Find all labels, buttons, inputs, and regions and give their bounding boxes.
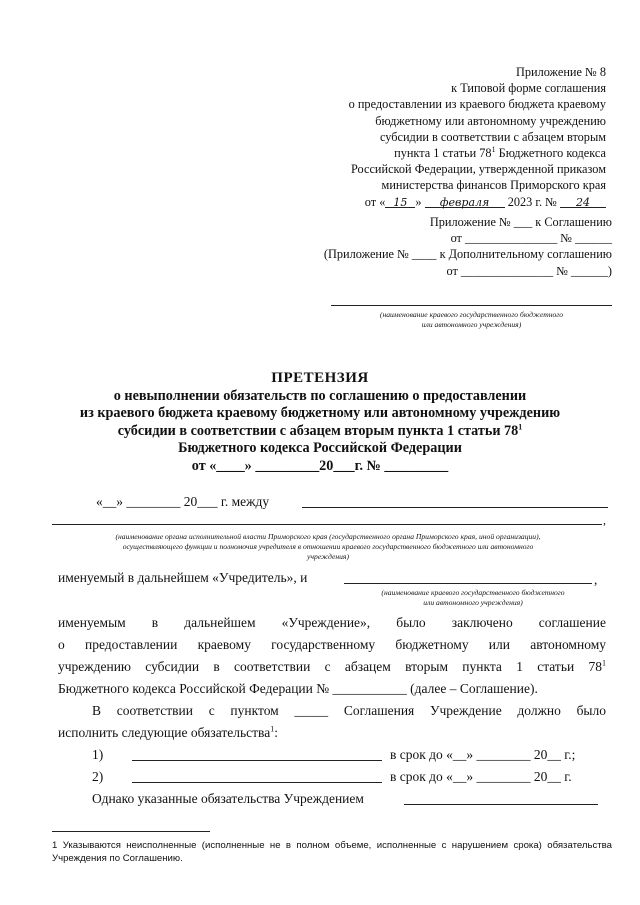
title-line: из краевого бюджета краевому бюджетному или автономному учреждению xyxy=(79,405,561,422)
paragraph-line xyxy=(58,615,606,631)
date-line xyxy=(96,494,269,510)
paragraph-text: исполнить следующие обязательства xyxy=(58,725,271,740)
signature-line xyxy=(331,305,612,306)
appendix-line: министерства финансов Приморского края xyxy=(381,178,606,193)
word: соглашение xyxy=(538,615,606,630)
appendix-header xyxy=(286,64,606,210)
agreement-ref-line: Приложение № ___ к Соглашению xyxy=(429,215,612,229)
paragraph-line: Бюджетного кодекса Российской Федерации № ___________ (далее – Соглашение). xyxy=(58,681,538,696)
comma: , xyxy=(594,572,598,587)
obligation-term: в срок до «__» ________ 20__ г.; xyxy=(390,747,576,762)
word: в xyxy=(151,615,159,630)
footnote: 1 Указываются неисполненные (исполненные не в полном объеме, исполненные с нарушением срока) обязательства Учреждения по Соглашению. xyxy=(52,840,612,864)
caption-line: (наименование краевого государственного бюджетного xyxy=(381,588,565,597)
claim-title xyxy=(40,370,600,476)
appendix-line: Приложение № 8 xyxy=(515,65,606,79)
agreement-reference xyxy=(272,214,612,279)
appendix-line: Российской Федерации, утвержденной приказом xyxy=(351,162,606,177)
agreement-ref-line: (Приложение № ____ к Дополнительному соглашению xyxy=(323,247,612,262)
title-line: о невыполнении обязательств по соглашению о предоставлении xyxy=(113,387,527,404)
appendix-line: о предоставлении из краевого бюджета краевому xyxy=(348,97,606,112)
paragraph-text: : xyxy=(274,725,278,740)
blank-line xyxy=(344,571,592,584)
founder-caption xyxy=(48,532,608,562)
title-text: субсидии в соответствии с абзацем вторым пункта 1 статьи 78 xyxy=(117,422,519,439)
date-year: 2023 г. № xyxy=(507,194,557,209)
superscript: 1 xyxy=(270,724,275,734)
comma: , xyxy=(603,513,606,527)
institution-caption xyxy=(348,588,598,608)
agreement-ref-line: от _______________ № ______ xyxy=(450,231,612,246)
caption-line: или автономного учреждения) xyxy=(421,320,522,329)
handwritten-month: февраля xyxy=(425,195,505,208)
agreement-ref-line: от _______________ № ______) xyxy=(446,263,612,278)
superscript: 1 xyxy=(518,422,523,432)
date-prefix: от « xyxy=(364,194,386,209)
blank-line xyxy=(52,512,602,525)
handwritten-number: 24 xyxy=(560,195,606,208)
word: заключено xyxy=(451,615,513,630)
claim-heading: ПРЕТЕНЗИЯ xyxy=(271,370,369,386)
paragraph-text: учреждению субсидии в соответствии с абзацем вторым пункта 1 статьи 78 xyxy=(58,659,602,674)
handwritten-day: 15 xyxy=(385,195,415,208)
caption-line: осуществляющего функции и полномочия учредителя в отношении краевого государственного бюджетного или автономного xyxy=(122,542,534,551)
appendix-line: бюджетному или автономному учреждению xyxy=(375,113,606,128)
institution-name-field xyxy=(331,305,612,330)
institution-name-caption xyxy=(331,310,612,330)
paragraph-line: Однако указанные обязательства Учреждением xyxy=(92,791,364,806)
title-line xyxy=(40,423,600,441)
superscript: 1 xyxy=(491,144,496,154)
title-line: от «____» _________20___г. № _________ xyxy=(191,457,449,474)
obligation-item xyxy=(92,747,103,763)
appendix-text: пункта 1 статьи 78 xyxy=(394,146,492,161)
word: именуемым xyxy=(58,615,126,630)
caption-line: учреждения) xyxy=(307,552,349,561)
appendix-line: к Типовой форме соглашения xyxy=(451,81,606,96)
paragraph-line: о предоставлении краевому государственному бюджетному или автономному xyxy=(58,637,606,652)
blank-line xyxy=(302,495,608,508)
item-number: 2) xyxy=(92,769,104,784)
obligation-term: в срок до «__» ________ 20__ г. xyxy=(390,769,572,784)
superscript: 1 xyxy=(602,658,606,668)
title-line: Бюджетного кодекса Российской Федерации xyxy=(178,440,462,457)
named-founder-text: именуемый в дальнейшем «Учредитель», и xyxy=(58,570,308,585)
date-quote: » xyxy=(415,194,422,209)
caption-line: (наименование краевого государственного бюджетного xyxy=(379,310,564,319)
word: «Учреждение», xyxy=(281,615,371,630)
appendix-date-line xyxy=(286,194,606,210)
appendix-line xyxy=(286,145,606,161)
caption-line: или автономного учреждения) xyxy=(423,598,523,607)
paragraph-line xyxy=(58,659,606,675)
item-number: 1) xyxy=(92,747,104,762)
blank-line xyxy=(132,748,382,761)
date-text: «__» ________ 20___ г. между xyxy=(96,494,270,509)
word: дальнейшем xyxy=(184,615,256,630)
paragraph-line: В соответствии с пунктом _____ Соглашения Учреждение должно было xyxy=(92,703,606,718)
paragraph-line xyxy=(58,725,278,741)
footnote-separator xyxy=(52,831,210,832)
appendix-text: Бюджетного кодекса xyxy=(495,146,606,161)
appendix-line: субсидии в соответствии с абзацем вторым xyxy=(379,129,606,144)
obligation-item xyxy=(92,769,103,785)
word: было xyxy=(396,615,426,630)
caption-line: (наименование органа исполнительной власти Приморского края (государственного органа Приморского края, иной организации), xyxy=(115,532,541,541)
blank-line xyxy=(132,770,382,783)
blank-line xyxy=(404,792,598,805)
named-founder-line xyxy=(58,570,307,586)
